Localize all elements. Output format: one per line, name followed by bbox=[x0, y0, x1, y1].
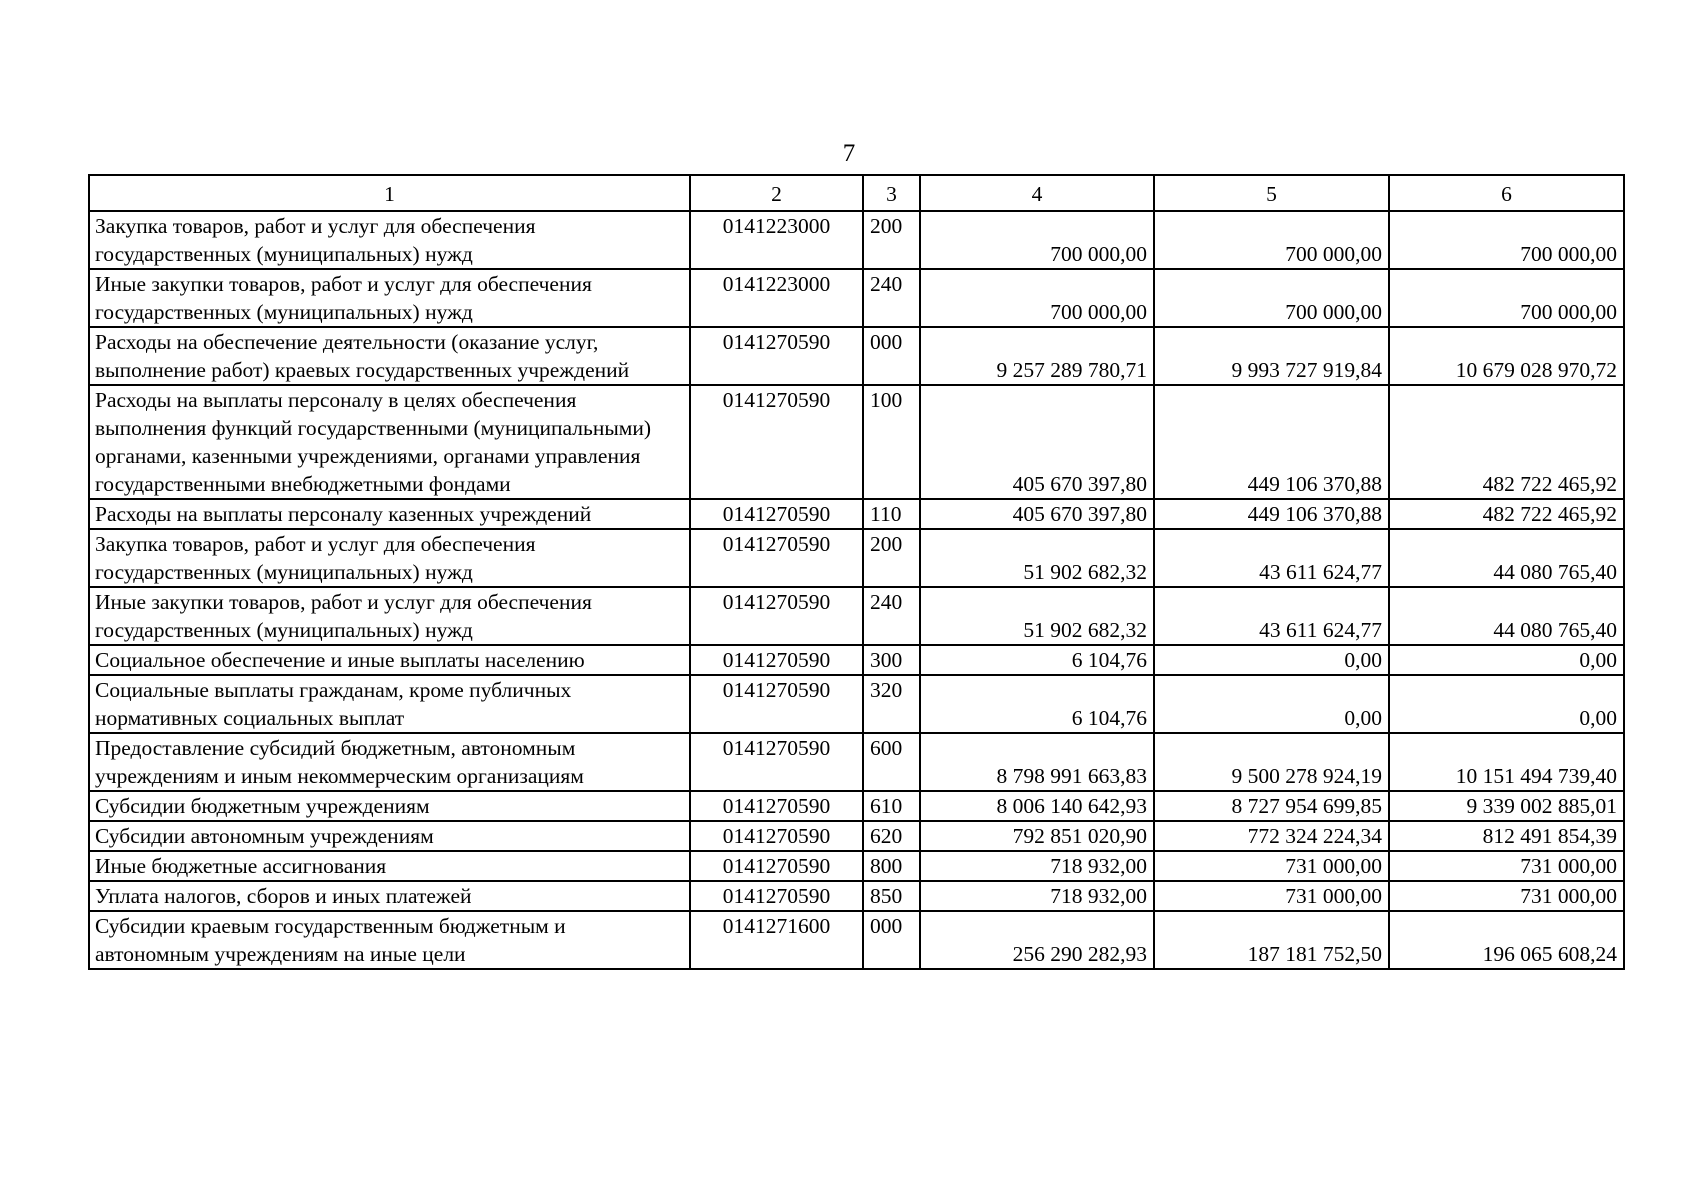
column-header-2: 2 bbox=[690, 175, 863, 211]
row-value-col4: 718 932,00 bbox=[920, 851, 1154, 881]
row-value-col6: 44 080 765,40 bbox=[1389, 587, 1624, 645]
row-name-cell: Субсидии автономным учреждениям bbox=[89, 821, 690, 851]
row-name-cell: Расходы на обеспечение деятельности (оказание услуг, выполнение работ) краевых государственных учреждений bbox=[89, 327, 690, 385]
row-value-col4: 8 798 991 663,83 bbox=[920, 733, 1154, 791]
table-row bbox=[89, 851, 1624, 881]
table-row bbox=[89, 587, 1624, 645]
table-row bbox=[89, 499, 1624, 529]
row-value-col5: 449 106 370,88 bbox=[1154, 499, 1389, 529]
row-type-cell: 300 bbox=[863, 645, 920, 675]
row-value-col6: 0,00 bbox=[1389, 675, 1624, 733]
table-row bbox=[89, 529, 1624, 587]
row-name-cell: Субсидии краевым государственным бюджетным и автономным учреждениям на иные цели bbox=[89, 911, 690, 969]
row-name-cell: Иные бюджетные ассигнования bbox=[89, 851, 690, 881]
row-type-cell: 100 bbox=[863, 385, 920, 499]
row-code-cell: 0141270590 bbox=[690, 327, 863, 385]
table-row bbox=[89, 881, 1624, 911]
row-name-cell: Расходы на выплаты персоналу казенных учреждений bbox=[89, 499, 690, 529]
row-value-col6: 44 080 765,40 bbox=[1389, 529, 1624, 587]
row-value-col4: 6 104,76 bbox=[920, 645, 1154, 675]
row-code-cell: 0141270590 bbox=[690, 587, 863, 645]
row-code-cell: 0141270590 bbox=[690, 529, 863, 587]
row-type-cell: 240 bbox=[863, 269, 920, 327]
row-type-cell: 320 bbox=[863, 675, 920, 733]
row-value-col6: 812 491 854,39 bbox=[1389, 821, 1624, 851]
row-value-col4: 8 006 140 642,93 bbox=[920, 791, 1154, 821]
row-value-col5: 731 000,00 bbox=[1154, 851, 1389, 881]
row-value-col6: 196 065 608,24 bbox=[1389, 911, 1624, 969]
row-name-cell: Расходы на выплаты персоналу в целях обеспечения выполнения функций государственными (муниципальными) органами, казенными учреждениями, органами управления государственными внебюджетными фондами bbox=[89, 385, 690, 499]
row-type-cell: 240 bbox=[863, 587, 920, 645]
column-header-5: 5 bbox=[1154, 175, 1389, 211]
row-code-cell: 0141271600 bbox=[690, 911, 863, 969]
column-header-4: 4 bbox=[920, 175, 1154, 211]
column-header-1: 1 bbox=[89, 175, 690, 211]
row-value-col5: 8 727 954 699,85 bbox=[1154, 791, 1389, 821]
row-value-col6: 731 000,00 bbox=[1389, 881, 1624, 911]
table-row bbox=[89, 791, 1624, 821]
row-value-col5: 772 324 224,34 bbox=[1154, 821, 1389, 851]
row-value-col4: 718 932,00 bbox=[920, 881, 1154, 911]
row-value-col5: 700 000,00 bbox=[1154, 211, 1389, 269]
row-code-cell: 0141223000 bbox=[690, 269, 863, 327]
row-type-cell: 000 bbox=[863, 911, 920, 969]
row-type-cell: 000 bbox=[863, 327, 920, 385]
row-value-col5: 43 611 624,77 bbox=[1154, 587, 1389, 645]
row-value-col5: 449 106 370,88 bbox=[1154, 385, 1389, 499]
row-type-cell: 850 bbox=[863, 881, 920, 911]
row-name-cell: Иные закупки товаров, работ и услуг для обеспечения государственных (муниципальных) нужд bbox=[89, 269, 690, 327]
row-type-cell: 110 bbox=[863, 499, 920, 529]
row-value-col6: 10 151 494 739,40 bbox=[1389, 733, 1624, 791]
row-value-col4: 256 290 282,93 bbox=[920, 911, 1154, 969]
row-type-cell: 600 bbox=[863, 733, 920, 791]
table-row bbox=[89, 211, 1624, 269]
row-value-col5: 700 000,00 bbox=[1154, 269, 1389, 327]
row-value-col5: 0,00 bbox=[1154, 645, 1389, 675]
row-name-cell: Закупка товаров, работ и услуг для обеспечения государственных (муниципальных) нужд bbox=[89, 529, 690, 587]
page-number: 7 bbox=[842, 140, 856, 167]
row-code-cell: 0141270590 bbox=[690, 821, 863, 851]
row-value-col5: 43 611 624,77 bbox=[1154, 529, 1389, 587]
row-type-cell: 200 bbox=[863, 211, 920, 269]
row-name-cell: Предоставление субсидий бюджетным, автономным учреждениям и иным некоммерческим организациям bbox=[89, 733, 690, 791]
table-row bbox=[89, 821, 1624, 851]
row-value-col4: 405 670 397,80 bbox=[920, 385, 1154, 499]
column-header-3: 3 bbox=[863, 175, 920, 211]
row-name-cell: Социальные выплаты гражданам, кроме публичных нормативных социальных выплат bbox=[89, 675, 690, 733]
row-value-col5: 731 000,00 bbox=[1154, 881, 1389, 911]
row-value-col6: 700 000,00 bbox=[1389, 211, 1624, 269]
row-value-col5: 9 500 278 924,19 bbox=[1154, 733, 1389, 791]
row-code-cell: 0141270590 bbox=[690, 675, 863, 733]
table-row bbox=[89, 911, 1624, 969]
table-row bbox=[89, 327, 1624, 385]
row-code-cell: 0141270590 bbox=[690, 499, 863, 529]
row-value-col5: 0,00 bbox=[1154, 675, 1389, 733]
row-value-col4: 700 000,00 bbox=[920, 211, 1154, 269]
table-row bbox=[89, 269, 1624, 327]
row-code-cell: 0141223000 bbox=[690, 211, 863, 269]
row-name-cell: Уплата налогов, сборов и иных платежей bbox=[89, 881, 690, 911]
row-code-cell: 0141270590 bbox=[690, 791, 863, 821]
row-value-col4: 9 257 289 780,71 bbox=[920, 327, 1154, 385]
row-value-col4: 6 104,76 bbox=[920, 675, 1154, 733]
row-type-cell: 200 bbox=[863, 529, 920, 587]
row-value-col6: 482 722 465,92 bbox=[1389, 499, 1624, 529]
row-value-col6: 731 000,00 bbox=[1389, 851, 1624, 881]
row-type-cell: 610 bbox=[863, 791, 920, 821]
row-name-cell: Закупка товаров, работ и услуг для обеспечения государственных (муниципальных) нужд bbox=[89, 211, 690, 269]
row-name-cell: Иные закупки товаров, работ и услуг для обеспечения государственных (муниципальных) нужд bbox=[89, 587, 690, 645]
row-type-cell: 800 bbox=[863, 851, 920, 881]
row-value-col6: 0,00 bbox=[1389, 645, 1624, 675]
table-row bbox=[89, 645, 1624, 675]
row-name-cell: Социальное обеспечение и иные выплаты населению bbox=[89, 645, 690, 675]
row-type-cell: 620 bbox=[863, 821, 920, 851]
row-code-cell: 0141270590 bbox=[690, 881, 863, 911]
row-value-col6: 10 679 028 970,72 bbox=[1389, 327, 1624, 385]
row-code-cell: 0141270590 bbox=[690, 733, 863, 791]
row-value-col6: 482 722 465,92 bbox=[1389, 385, 1624, 499]
budget-table-body bbox=[89, 175, 1624, 969]
table-header-row bbox=[89, 175, 1624, 211]
table-row bbox=[89, 385, 1624, 499]
row-code-cell: 0141270590 bbox=[690, 385, 863, 499]
row-code-cell: 0141270590 bbox=[690, 851, 863, 881]
row-value-col6: 700 000,00 bbox=[1389, 269, 1624, 327]
row-value-col5: 9 993 727 919,84 bbox=[1154, 327, 1389, 385]
row-value-col5: 187 181 752,50 bbox=[1154, 911, 1389, 969]
table-row bbox=[89, 733, 1624, 791]
row-value-col4: 792 851 020,90 bbox=[920, 821, 1154, 851]
row-name-cell: Субсидии бюджетным учреждениям bbox=[89, 791, 690, 821]
budget-table bbox=[88, 174, 1625, 970]
column-header-6: 6 bbox=[1389, 175, 1624, 211]
row-value-col4: 700 000,00 bbox=[920, 269, 1154, 327]
row-value-col4: 51 902 682,32 bbox=[920, 587, 1154, 645]
row-value-col4: 51 902 682,32 bbox=[920, 529, 1154, 587]
row-value-col6: 9 339 002 885,01 bbox=[1389, 791, 1624, 821]
table-row bbox=[89, 675, 1624, 733]
row-code-cell: 0141270590 bbox=[690, 645, 863, 675]
row-value-col4: 405 670 397,80 bbox=[920, 499, 1154, 529]
